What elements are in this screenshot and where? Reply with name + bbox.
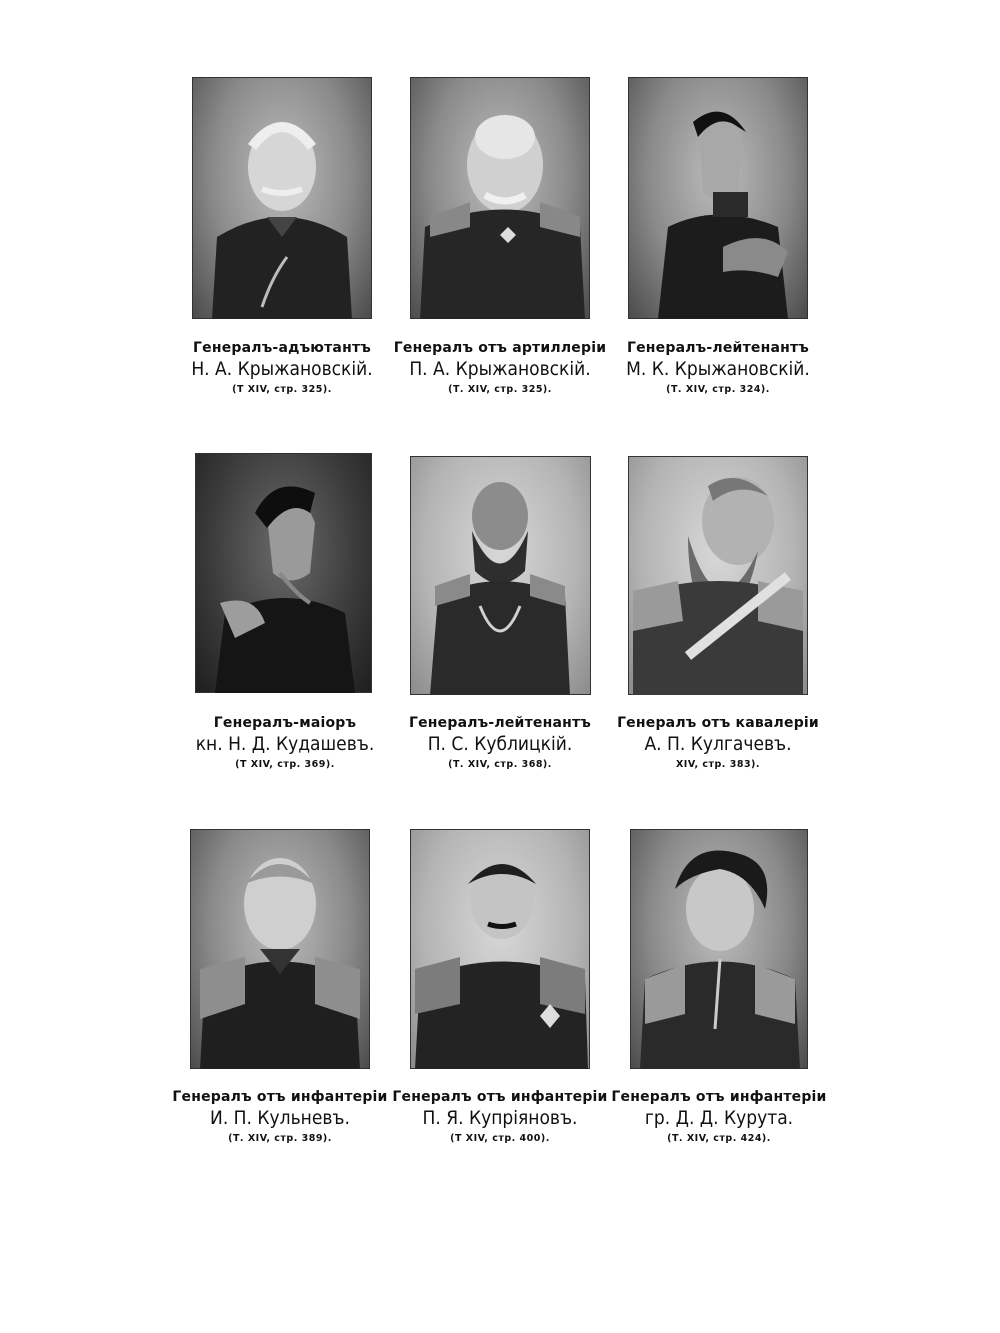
volume-reference: (Т. XIV, стр. 325).	[448, 384, 552, 396]
portrait-6	[628, 456, 808, 695]
caption-7	[165, 1090, 395, 1145]
caption-9	[604, 1090, 834, 1145]
portrait-7	[190, 829, 370, 1069]
name: П. Я. Купріяновъ.	[422, 1107, 578, 1130]
volume-reference: (Т. XIV, стр. 324).	[666, 384, 770, 396]
caption-2	[385, 341, 615, 396]
name: М. К. Крыжановскій.	[626, 358, 810, 381]
caption-4	[170, 716, 400, 771]
volume-reference: (Т. XIV, стр. 368).	[448, 759, 552, 771]
portrait-3	[628, 77, 808, 319]
name: П. С. Кублицкій.	[427, 733, 573, 756]
volume-reference: (Т. XIV, стр. 424).	[667, 1133, 771, 1145]
portrait-1	[192, 77, 372, 319]
volume-reference: (Т XIV, стр. 325).	[232, 384, 332, 396]
rank: Генералъ-лейтенантъ	[626, 340, 810, 356]
caption-6	[603, 716, 833, 771]
portrait-5	[410, 456, 591, 695]
portrait-2	[410, 77, 590, 319]
portrait-9	[630, 829, 808, 1069]
portrait-4	[195, 453, 372, 693]
rank: Генералъ-адъютантъ	[193, 340, 371, 356]
rank: Генералъ отъ инфантеріи	[611, 1089, 827, 1105]
volume-reference: (Т XIV, стр. 369).	[235, 759, 335, 771]
volume-reference: (Т XIV, стр. 400).	[450, 1133, 550, 1145]
name: гр. Д. Д. Курута.	[644, 1107, 794, 1130]
name: Н. А. Крыжановскій.	[191, 358, 373, 381]
rank: Генералъ отъ инфантеріи	[172, 1089, 388, 1105]
caption-1	[167, 341, 397, 396]
name: И. П. Кульневъ.	[210, 1107, 350, 1130]
name: кн. Н. Д. Кудашевъ.	[195, 733, 375, 756]
caption-8	[385, 1090, 615, 1145]
volume-reference: (Т. XIV, стр. 389).	[228, 1133, 332, 1145]
name: П. А. Крыжановскій.	[409, 358, 591, 381]
caption-3	[603, 341, 833, 396]
caption-5	[385, 716, 615, 771]
rank: Генералъ-маіоръ	[213, 715, 357, 731]
rank: Генералъ-лейтенантъ	[408, 715, 592, 731]
portrait-8	[410, 829, 590, 1069]
volume-reference: XIV, стр. 383).	[675, 759, 761, 771]
name: А. П. Кулгачевъ.	[644, 733, 792, 756]
rank: Генералъ отъ инфантеріи	[392, 1089, 608, 1105]
rank: Генералъ отъ артиллеріи	[393, 340, 607, 356]
rank: Генералъ отъ кавалерiи	[617, 715, 819, 731]
